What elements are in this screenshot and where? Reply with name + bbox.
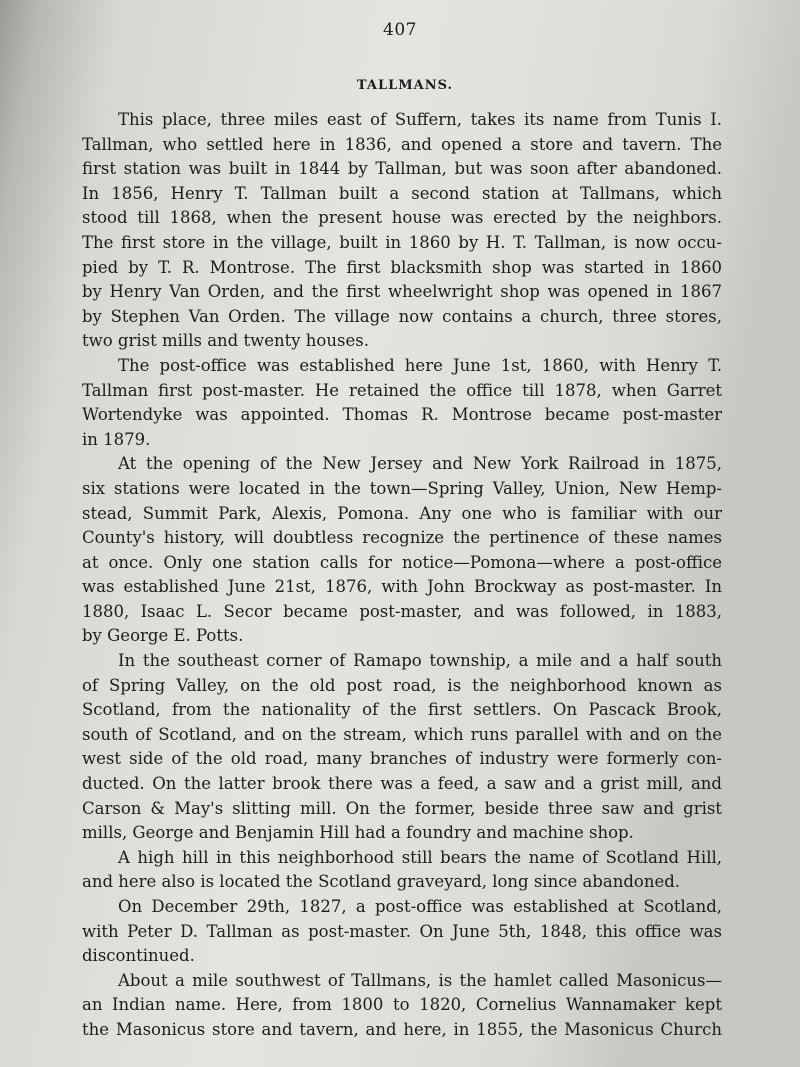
text-line: in 1879. bbox=[82, 429, 151, 449]
text-line: first station was built in 1844 by Tallman, but was soon after abandoned. bbox=[82, 159, 722, 179]
text-line: stead, Summit Park, Alexis, Pomona. Any one who is familiar with our bbox=[82, 503, 722, 523]
text-line: and here also is located the Scotland graveyard, long since abandoned. bbox=[82, 872, 681, 892]
section-heading: TALLMANS. bbox=[356, 78, 454, 93]
text-line: About a mile southwest of Tallmans, is the hamlet called Masonicus— bbox=[118, 970, 722, 990]
text-line: Wortendyke was appointed. Thomas R. Montrose became post-master bbox=[82, 405, 722, 425]
text-line: stood till 1868, when the present house was erected by the neighbors. bbox=[82, 208, 722, 228]
text-line: at once. Only one station calls for notice—Pomona—where a post-office bbox=[82, 552, 722, 572]
text-line: south of Scotland, and on the stream, which runs parallel with and on the bbox=[82, 724, 722, 744]
text-line: Scotland, from the nationality of the first settlers. On Pascack Brook, bbox=[82, 700, 722, 720]
text-line: pied by T. R. Montrose. The first blacksmith shop was started in 1860 bbox=[82, 257, 722, 277]
text-line: mills, George and Benjamin Hill had a foundry and machine shop. bbox=[82, 823, 634, 843]
body-text bbox=[82, 108, 722, 1043]
text-line: of Spring Valley, on the old post road, is the neighborhood known as bbox=[82, 675, 722, 695]
text-line: In 1856, Henry T. Tallman built a second station at Tallmans, which bbox=[82, 183, 722, 203]
text-line: Tallman, who settled here in 1836, and opened a store and tavern. The bbox=[82, 134, 722, 154]
text-line: Carson & May's slitting mill. On the former, beside three saw and grist bbox=[82, 798, 722, 818]
text-line: County's history, will doubtless recognize the pertinence of these names bbox=[82, 528, 722, 548]
text-line: the Masonicus store and tavern, and here, in 1855, the Masonicus Church bbox=[82, 1019, 722, 1039]
text-line: On December 29th, 1827, a post-office was established at Scotland, bbox=[118, 897, 722, 916]
text-line: At the opening of the New Jersey and New York Railroad in 1875, bbox=[118, 454, 722, 474]
text-line: by Henry Van Orden, and the first wheelwright shop was opened in 1867 bbox=[82, 282, 722, 302]
text-line: discontinued. bbox=[82, 946, 195, 966]
text-line: A high hill in this neighborhood still bears the name of Scotland Hill, bbox=[118, 847, 722, 867]
text-line: by Stephen Van Orden. The village now contains a church, three stores, bbox=[82, 306, 722, 326]
text-line: with Peter D. Tallman as post-master. On June 5th, 1848, this office was bbox=[82, 921, 722, 941]
text-line: Tallman first post-master. He retained the office till 1878, when Garret bbox=[82, 380, 722, 400]
text-line: In the southeast corner of Ramapo township, a mile and a half south bbox=[118, 651, 722, 671]
text-line: by George E. Potts. bbox=[82, 626, 244, 646]
text-line: was established June 21st, 1876, with John Brockway as post-master. In bbox=[82, 577, 722, 597]
text-line: This place, three miles east of Suffern, takes its name from Tunis I. bbox=[118, 110, 722, 129]
text-line: The first store in the village, built in 1860 by H. T. Tallman, is now occu- bbox=[82, 232, 722, 252]
text-line: two grist mills and twenty houses. bbox=[82, 331, 369, 351]
text-line: west side of the old road, many branches of industry were formerly con- bbox=[82, 749, 722, 769]
page-number: 407 bbox=[383, 20, 417, 40]
text-line: an Indian name. Here, from 1800 to 1820, Cornelius Wannamaker kept bbox=[82, 995, 722, 1015]
text-line: ducted. On the latter brook there was a feed, a saw and a grist mill, and bbox=[82, 774, 722, 794]
text-line: 1880, Isaac L. Secor became post-master, and was followed, in 1883, bbox=[82, 601, 722, 621]
text-line: six stations were located in the town—Spring Valley, Union, New Hemp- bbox=[82, 478, 722, 498]
text-line: The post-office was established here June 1st, 1860, with Henry T. bbox=[118, 355, 722, 375]
